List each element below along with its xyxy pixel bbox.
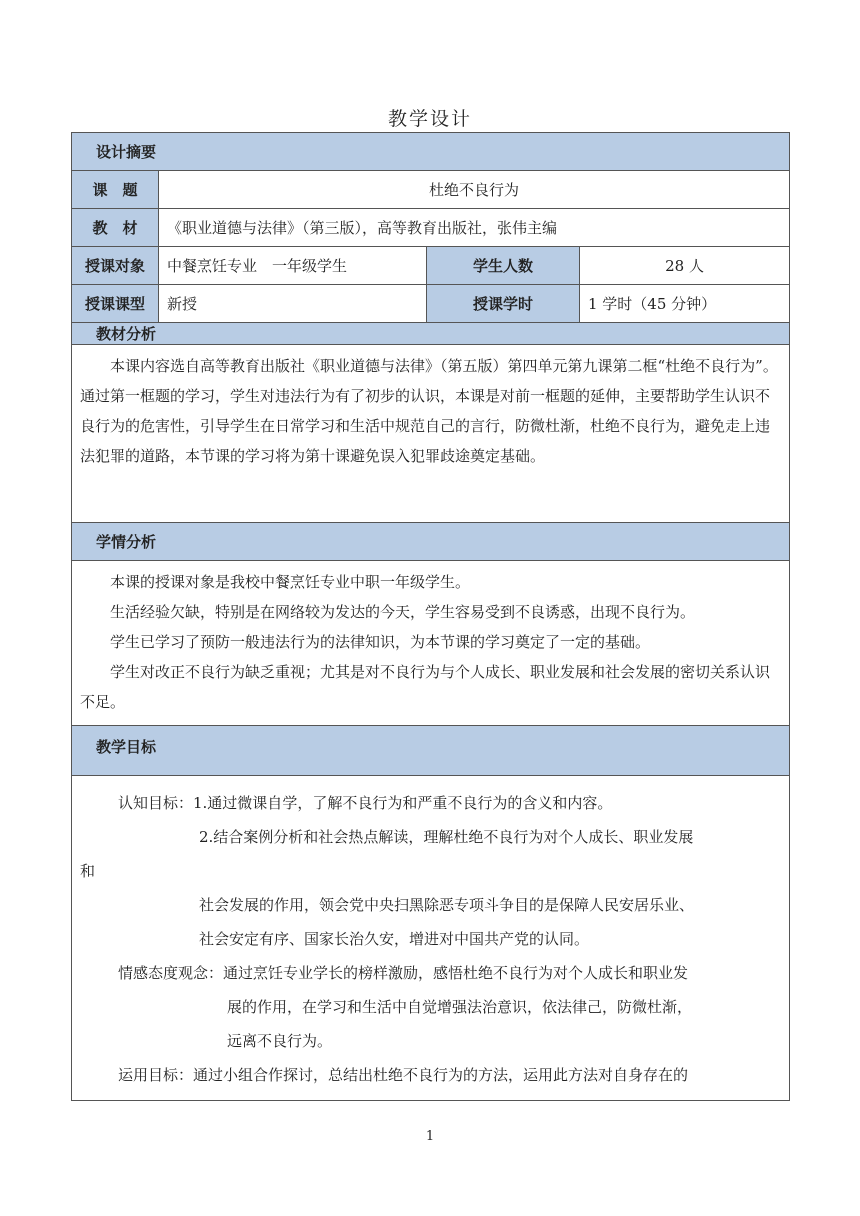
objective-line: 和 <box>80 862 96 880</box>
objectives-row <box>72 776 790 1101</box>
textbook-row <box>72 209 790 247</box>
lesson-design-table <box>71 132 790 1101</box>
textbook-value: 《职业道德与法律》（第三版），高等教育出版社，张伟主编 <box>159 209 790 247</box>
student-analysis-paragraph: 学生已学习了预防一般违法行为的法律知识，为本节课的学习奠定了一定的基础。 <box>110 633 651 651</box>
topic-value: 杜绝不良行为 <box>159 171 790 209</box>
audience-value: 中餐烹饪专业 一年级学生 <box>159 247 427 285</box>
objective-line: 2.结合案例分析和社会热点解读，理解杜绝不良行为对个人成长、职业发展 <box>199 828 694 846</box>
topic-label: 课 题 <box>72 171 159 209</box>
student-analysis-paragraph: 学生对改正不良行为缺乏重视；尤其是对不良行为与个人成长、职业发展和社会发展的密切关系认识不足。 <box>80 663 771 711</box>
objective-line: 情感态度观念：通过烹饪专业学长的榜样激励，感悟杜绝不良行为对个人成长和职业发 <box>118 964 689 982</box>
lesson-hours-value: 1 学时（45 分钟） <box>580 285 790 323</box>
student-analysis-header: 学情分析 <box>72 523 790 561</box>
document-title: 教学设计 <box>387 108 472 130</box>
audience-row <box>72 247 790 285</box>
audience-label: 授课对象 <box>72 247 159 285</box>
material-analysis-row <box>72 345 790 523</box>
topic-row <box>72 171 790 209</box>
summary-row <box>72 133 790 171</box>
student-analysis-paragraph: 本课的授课对象是我校中餐烹饪专业中职一年级学生。 <box>110 573 471 591</box>
material-analysis-header: 教材分析 <box>72 323 790 345</box>
objective-line: 社会发展的作用，领会党中央扫黑除恶专项斗争目的是保障人民安居乐业、 <box>199 896 695 914</box>
material-analysis-header-row <box>72 323 790 345</box>
objectives-body <box>72 776 790 1101</box>
summary-header: 设计摘要 <box>72 133 790 171</box>
student-count-label: 学生人数 <box>427 247 580 285</box>
lesson-type-value: 新授 <box>159 285 427 323</box>
objectives-header: 教学目标 <box>72 726 790 776</box>
lesson-type-label: 授课课型 <box>72 285 159 323</box>
material-analysis-body <box>72 345 790 523</box>
student-analysis-paragraph: 生活经验欠缺，特别是在网络较为发达的今天，学生容易受到不良诱惑，出现不良行为。 <box>110 603 696 621</box>
objective-line: 社会安定有序、国家长治久安，增进对中国共产党的认同。 <box>199 930 590 948</box>
lesson-hours-label: 授课学时 <box>427 285 580 323</box>
objectives-header-row <box>72 726 790 776</box>
student-analysis-body <box>72 561 790 726</box>
student-count-value: 28 人 <box>580 247 790 285</box>
student-analysis-header-row <box>72 523 790 561</box>
page-number: 1 <box>425 1129 435 1144</box>
lesson-type-row <box>72 285 790 323</box>
objective-line: 远离不良行为。 <box>227 1032 333 1050</box>
objective-line: 展的作用，在学习和生活中自觉增强法治意识，依法律己，防微杜渐， <box>227 998 693 1016</box>
textbook-label: 教 材 <box>72 209 159 247</box>
student-analysis-row <box>72 561 790 726</box>
material-analysis-text: 本课内容选自高等教育出版社《职业道德与法律》（第五版）第四单元第九课第二框“杜绝不良行为”。 通过第一框题的学习，学生对违法行为有了初步的认识，本课是对前一框题的延伸，主要帮助学生认识不良行为的危害性，引导学生在日常学习和生活中规范自己的言行，防微杜渐，杜绝不良行为，避免走上违法犯罪的道路，本节课的学习将为第十课避免误入犯罪歧途奠定基础。 <box>80 357 778 465</box>
objective-line: 认知目标：1.通过微课自学，了解不良行为和严重不良行为的含义和内容。 <box>118 794 613 812</box>
objective-line: 运用目标：通过小组合作探讨，总结出杜绝不良行为的方法，运用此方法对自身存在的 <box>118 1066 689 1084</box>
